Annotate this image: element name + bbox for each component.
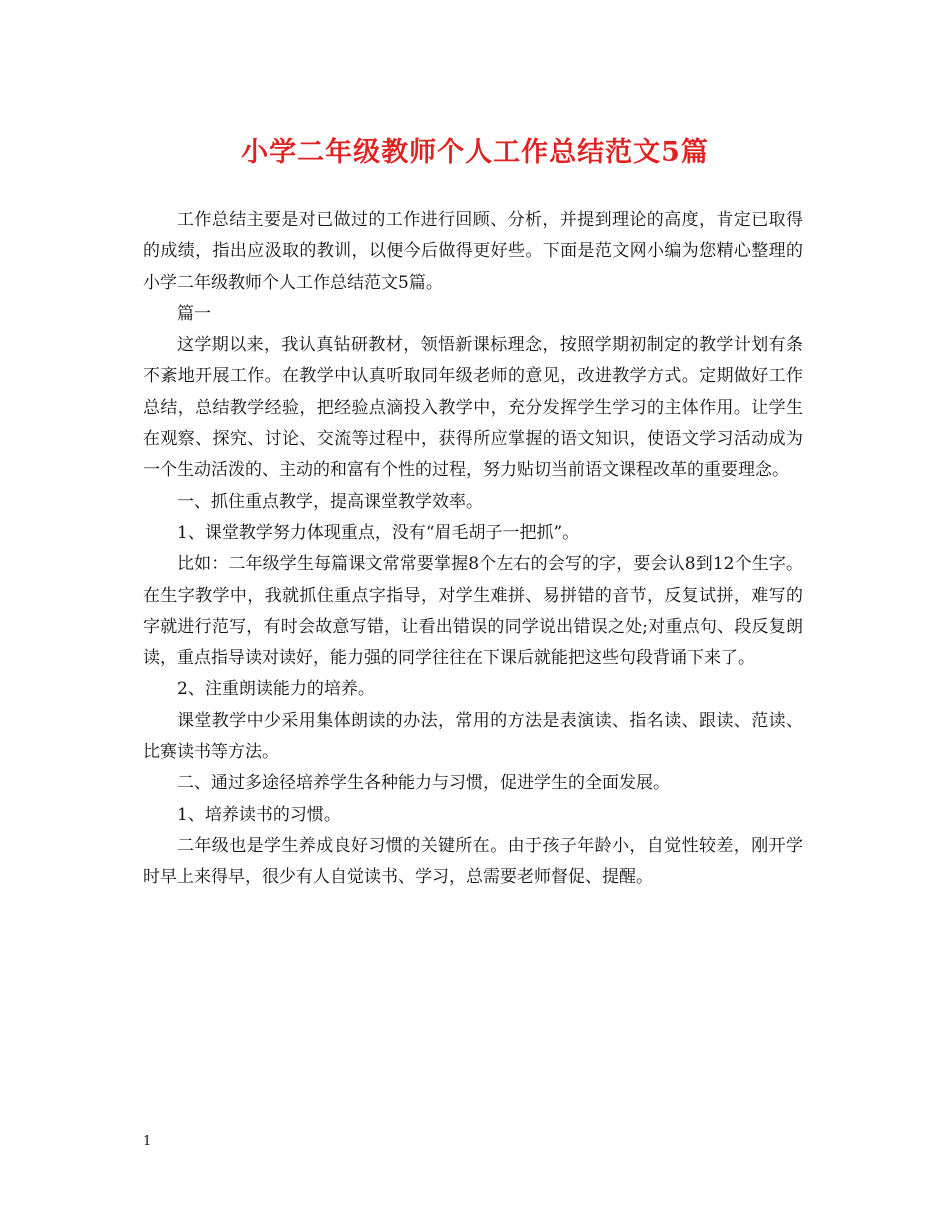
paragraph-intro: 工作总结主要是对已做过的工作进行回顾、分析，并提到理论的高度，肯定已取得的成绩，指出应汲取的教训，以便今后做得更好些。下面是范文网小编为您精心整理的小学二年级教师个人工作总结范文5篇。	[143, 210, 803, 293]
paragraph-subheading-habit: 1、培养读书的习惯。	[177, 804, 341, 825]
paragraph-habit: 二年级也是学生养成良好习惯的关键所在。由于孩子年龄小，自觉性较差，刚开学时早上来得早，很少有人自觉读书、学习，总需要老师督促、提醒。	[143, 835, 803, 888]
paragraph-example: 比如：二年级学生每篇课文常常要掌握8个左右的会写的字，要会认8到12个生字。在生字教学中，我就抓住重点字指导，对学生难拼、易拼错的音节，反复试拼，难写的字就进行范写，有时会故意写错，让看出错误的同学说出错误之处;对重点句、段反复朗读，重点指导读对读好，能力强的同学往往在下课后就能把这些句段背诵下来了。	[143, 554, 803, 669]
page-number: 1	[143, 1134, 152, 1149]
paragraph-subheading-2: 2、注重朗读能力的培养。	[177, 679, 375, 700]
paragraph-heading-two: 二、通过多途径培养学生各种能力与习惯，促进学生的全面发展。	[177, 773, 670, 794]
paragraph-section-heading: 篇一	[177, 303, 211, 324]
paragraph-overview: 这学期以来，我认真钻研教材，领悟新课标理念，按照学期初制定的教学计划有条不紊地开展工作。在教学中认真听取同年级老师的意见，改进教学方式。定期做好工作总结，总结教学经验，把经验点滴投入教学中，充分发挥学生学习的主体作用。让学生在观察、探究、讨论、交流等过程中，获得所应掌握的语文知识，使语文学习活动成为一个生动活泼的、主动的和富有个性的过程，努力贴切当前语文课程改革的重要理念。	[143, 335, 803, 481]
document-body	[143, 205, 803, 894]
paragraph-subheading-1: 1、课堂教学努力体现重点，没有“眉毛胡子一把抓”。	[177, 522, 580, 543]
paragraph-reading-methods: 课堂教学中少采用集体朗读的办法，常用的方法是表演读、指名读、跟读、范读、比赛读书等方法。	[143, 710, 803, 763]
document-title: 小学二年级教师个人工作总结范文5篇	[241, 137, 709, 168]
paragraph-heading-one: 一、抓住重点教学，提高课堂教学效率。	[177, 491, 483, 512]
